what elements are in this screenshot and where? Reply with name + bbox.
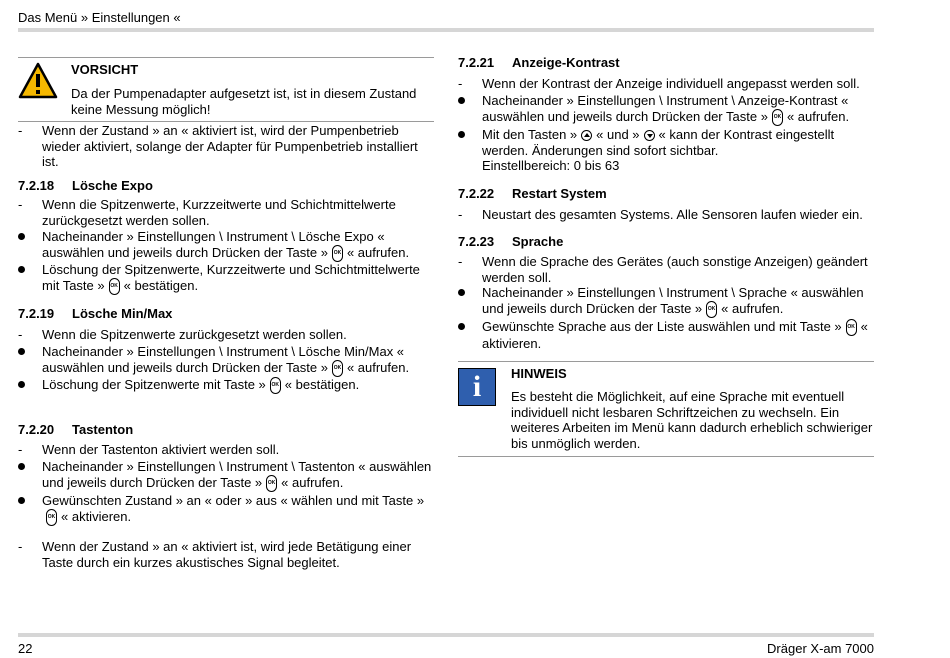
ok-key-icon: OK — [332, 245, 343, 262]
item-text: Wenn die Spitzenwerte, Kurzzeitwerte und Schichtmittelwerte zurückgesetzt werden sollen. — [42, 197, 396, 228]
item-text-mid: « und » — [596, 127, 640, 142]
page-number: 22 — [18, 641, 33, 656]
list-item — [18, 442, 434, 458]
item-text: Nacheinander » Einstellungen \ Instrument \ Lösche Expo « auswählen und jeweils durch Drücken der Taste » — [42, 229, 385, 260]
list-item — [18, 539, 434, 571]
dash-marker: - — [18, 442, 23, 457]
item-text: Wenn der Zustand » an « aktiviert ist, wird jede Betätigung einer Taste durch ein kurzes akustisches Signal begleitet. — [42, 539, 412, 570]
item-text: Wenn die Spitzenwerte zurückgesetzt werden sollen. — [42, 327, 347, 342]
dash-marker: - — [458, 254, 463, 269]
warning-icon — [18, 62, 58, 100]
section-heading-7220 — [18, 422, 133, 438]
header-rule — [18, 28, 874, 32]
section-title: Sprache — [512, 234, 564, 249]
section-heading-7221 — [458, 55, 620, 71]
arrow-down-key-icon — [644, 130, 655, 141]
item-text-end: « aufrufen. — [786, 108, 850, 124]
list-item — [458, 93, 878, 127]
setting-range: Einstellbereich: 0 bis 63 — [482, 158, 620, 173]
section-heading-7222 — [458, 186, 607, 202]
section-heading-7223 — [458, 234, 563, 250]
dash-marker: - — [458, 207, 463, 222]
product-name: Dräger X-am 7000 — [767, 641, 874, 656]
footer-rule — [18, 633, 874, 637]
ok-key-icon: OK — [109, 278, 120, 295]
ok-key-icon: OK — [772, 109, 783, 126]
bullet — [458, 323, 465, 330]
section-title: Lösche Expo — [72, 178, 153, 193]
list-item — [18, 229, 434, 263]
caution-text: Da der Pumpenadapter aufgesetzt ist, ist in diesem Zustand keine Messung möglich! — [71, 86, 417, 117]
item-text: Wenn die Sprache des Gerätes (auch sonstige Anzeigen) geändert werden soll. — [482, 254, 868, 285]
hinweis-text: Es besteht die Möglichkeit, auf eine Sprache mit eventuell individuell nicht lesbaren Schriftzeichen zu wechseln. Ein weiteres Arbeiten im Menü kann dadurch erheblich schwieriger bis unmöglich werden. — [511, 389, 873, 451]
section-number: 7.2.23 — [458, 234, 495, 249]
ok-key-icon: OK — [46, 509, 57, 526]
bullet — [18, 381, 25, 388]
item-text-end: « aktivieren. — [482, 319, 868, 351]
dash-marker: - — [458, 76, 463, 91]
item-text-end: « aufrufen. — [281, 474, 344, 490]
section-title: Anzeige-Kontrast — [512, 55, 620, 70]
list-item — [18, 459, 434, 493]
item-text: Löschung der Spitzenwerte, Kurzzeitwerte und Schichtmittelwerte mit Taste » — [42, 262, 420, 293]
section-number: 7.2.19 — [18, 306, 55, 321]
bullet — [458, 97, 465, 104]
ok-key-icon: OK — [846, 319, 857, 336]
section-heading-7218 — [18, 178, 153, 194]
item-text: Nacheinander » Einstellungen \ Instrument \ Tastenton « auswählen und jeweils durch Drücken der Taste » — [42, 459, 432, 490]
ok-key-icon: OK — [266, 475, 277, 492]
bullet — [18, 463, 25, 470]
dash-marker: - — [18, 539, 23, 554]
list-item — [18, 377, 434, 397]
list-item — [458, 127, 878, 175]
dash-marker: - — [18, 123, 23, 138]
list-item — [458, 319, 874, 353]
item-text-end: « aufrufen. — [346, 359, 410, 375]
item-text-end: « aktivieren. — [61, 508, 132, 524]
section-number: 7.2.21 — [458, 55, 495, 70]
hinweis-top-rule — [458, 361, 874, 362]
list-item — [18, 327, 434, 343]
item-text: Nacheinander » Einstellungen \ Instrument \ Lösche Min/Max « auswählen und jeweils durch Drücken der Taste » — [42, 344, 405, 375]
item-text-end: « bestätigen. — [284, 377, 360, 392]
caution-top-rule — [18, 57, 434, 58]
bullet — [18, 266, 25, 273]
list-item — [18, 197, 434, 229]
list-item — [458, 254, 874, 286]
item-text-end: « aufrufen. — [346, 244, 410, 260]
caution-title: VORSICHT — [71, 62, 139, 77]
list-item — [18, 344, 434, 378]
bullet — [458, 131, 465, 138]
item-text: Gewünschten Zustand » an « oder » aus « wählen und mit Taste » — [42, 493, 425, 508]
bullet — [18, 233, 25, 240]
item-text-end: « aufrufen. — [721, 300, 784, 316]
bullet — [458, 289, 465, 296]
item-text: Nacheinander » Einstellungen \ Instrument \ Anzeige-Kontrast « auswählen und jeweils durch Drücken der Taste » — [482, 93, 849, 124]
item-text: Wenn der Kontrast der Anzeige individuell angepasst werden soll. — [482, 76, 860, 91]
item-text: Neustart des gesamten Systems. Alle Sensoren laufen wieder ein. — [482, 207, 863, 222]
section-heading-7219 — [18, 306, 172, 322]
item-text: Nacheinander » Einstellungen \ Instrument \ Sprache « auswählen und jeweils durch Drücken der Taste » — [482, 285, 864, 316]
item-text: Mit den Tasten » — [482, 127, 578, 142]
section-number: 7.2.20 — [18, 422, 55, 437]
item-text: Gewünschte Sprache aus der Liste auswählen und mit Taste » — [482, 319, 842, 334]
list-item — [458, 76, 878, 92]
section-title: Lösche Min/Max — [72, 306, 173, 321]
caution-bottom-rule — [18, 121, 434, 122]
pump-note: Wenn der Zustand » an « aktiviert ist, wird der Pumpenbetrieb wieder aktiviert, solange der Adapter für Pumpenbetrieb installiert ist. — [42, 123, 418, 169]
ok-key-icon: OK — [706, 301, 717, 318]
bullet — [18, 497, 25, 504]
ok-key-icon: OK — [332, 360, 343, 377]
section-number: 7.2.18 — [18, 178, 55, 193]
list-item — [458, 207, 878, 223]
ok-key-icon: OK — [270, 377, 281, 394]
dash-marker: - — [18, 327, 23, 342]
item-text-end: « bestätigen. — [123, 277, 199, 293]
section-number: 7.2.22 — [458, 186, 495, 201]
breadcrumb: Das Menü » Einstellungen « — [18, 10, 181, 25]
list-item — [18, 123, 434, 171]
item-text: Löschung der Spitzenwerte mit Taste » — [42, 377, 266, 392]
item-text: Wenn der Tastenton aktiviert werden soll. — [42, 442, 280, 457]
bullet — [18, 348, 25, 355]
section-title: Tastenton — [72, 422, 134, 437]
arrow-up-key-icon — [581, 130, 592, 141]
dash-marker: - — [18, 197, 23, 212]
item-text-end: « kann der Kontrast eingestellt werden. Änderungen sind sofort sichtbar. — [482, 127, 835, 158]
list-item — [18, 262, 434, 296]
info-icon: i — [458, 368, 496, 406]
section-title: Restart System — [512, 186, 607, 201]
list-item — [18, 493, 434, 527]
hinweis-bottom-rule — [458, 456, 874, 457]
list-item — [458, 285, 874, 319]
hinweis-title: HINWEIS — [511, 366, 567, 381]
